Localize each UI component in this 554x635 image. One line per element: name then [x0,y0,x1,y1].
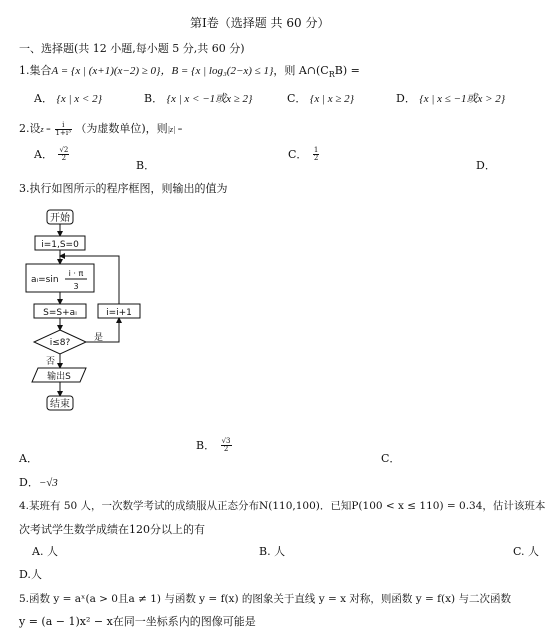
q2-option-c-frac [313,147,319,162]
question-2-stem [19,120,183,137]
flow-inc-text: i=i+1 [106,308,132,318]
q2-option-c-num: 1 [313,146,319,154]
q3-option-d-label: D． [19,476,39,489]
q2-option-b[interactable] [136,157,155,173]
flow-end-text: 结束 [50,399,70,410]
q2-prefix: 2.设 [19,122,41,135]
q2-option-d-label: D． [476,159,496,172]
q3-option-d-text: −√3 [38,477,58,489]
flow-assign-left: aᵢ=sin [31,275,59,285]
q3-option-c-label: C． [381,452,401,465]
section-header: 一、选择题(共 12 小题,每小题 5 分,共 60 分) [19,42,245,55]
q2-option-c[interactable] [288,146,319,162]
q2-mid: （为虚数单位)，则 [75,122,168,135]
q1-option-d-text: {x | x ≤ −1或x > 2} [419,93,506,105]
flow-cond-text: i≤8? [49,338,71,348]
q4-option-a-label: A. [32,545,44,558]
q2-option-c-label: C． [288,148,308,161]
q4-option-d[interactable] [19,566,42,582]
q4-option-b-label: B. [259,545,271,558]
q4-option-a-text: 人 [46,545,58,558]
q1-suffix: ，则 A∩(C [273,64,329,77]
q3-option-b-num: √3 [221,437,231,445]
q1-option-b-label: B． [144,92,164,105]
question-3-stem: 3.执行如图所示的程序框图，则输出的值为 [19,182,228,195]
q4-option-a[interactable] [32,543,58,559]
q2-option-a-num: √2 [59,146,69,154]
q1-prefix: 1.集合 [19,64,52,77]
q4-option-b[interactable] [259,543,285,559]
q4-option-c-text: 人 [528,545,540,558]
question-1-stem [19,62,360,79]
question-4-line-1: 4.某班有 50 人，一次数学考试的成绩服从正态分布N(110,100)．已知P(100 < x ≤ 110) = 0.34，估计该班本 [19,500,546,512]
q4-option-c-label: C. [513,545,525,558]
flow-no-label: 否 [46,357,56,367]
q1-tail: B) = [334,64,360,77]
q4-option-d-label: D. [19,568,31,581]
q1-option-c-label: C． [287,92,307,105]
exam-part-title: 第Ⅰ卷（选择题 共 60 分） [190,16,330,30]
q2-option-a-den: 2 [61,154,67,162]
q1-option-a-label: A． [34,92,53,105]
q2-option-d[interactable] [476,157,496,173]
q1-option-a[interactable] [34,90,102,106]
flow-assign-den: 3 [73,282,79,291]
q3-option-a[interactable] [19,450,38,466]
question-5-line-1: 5.函数 y = aˣ(a > 0且a ≠ 1) 与函数 y = f(x) 的图象关于直线 y = x 对称，则函数 y = f(x) 与二次函数 [19,593,511,605]
q4-option-d-text: 人 [30,568,42,581]
q4-option-c[interactable] [513,543,539,559]
q1-option-c[interactable] [287,90,354,106]
q2-z-eq: z = [40,125,52,134]
flow-output-text: 输出S [47,372,71,382]
q1-set-a: A = {x | (x+1)(x−2) ≥ 0}， [51,65,172,77]
q1-option-c-text: {x | x ≥ 2} [309,93,355,105]
q1-set-b: B = {x | log₃(2−x) ≤ 1} [171,65,274,77]
question-5-line-2: y = (a − 1)x² − x在同一坐标系内的图像可能是 [19,615,256,628]
q3-option-b-den: 2 [223,445,229,453]
q2-option-a-label: A． [34,148,53,161]
q3-option-a-label: A． [19,452,38,465]
q3-option-b-label: B． [196,439,216,452]
flow-init-text: i=1,S=0 [41,240,79,250]
flow-sum-text: S=S+aᵢ [43,308,77,318]
flowchart [20,206,150,418]
q2-fraction [55,122,72,137]
q1-option-a-text: {x | x < 2} [56,93,102,105]
q2-abs-z: |z| = [167,125,183,134]
q2-option-a[interactable] [34,146,69,162]
q2-option-b-label: B． [136,159,156,172]
q2-frac-num: i [55,122,72,130]
q4-option-b-text: 人 [274,545,286,558]
flow-yes-label: 是 [94,333,104,343]
question-4-line-2: 次考试学生数学成绩在120分以上的有 [19,523,205,536]
q1-option-b-text: {x | x < −1或x ≥ 2} [166,93,253,105]
q2-frac-den: 1+i³ [55,128,71,137]
flow-assign-num: i · π [68,269,84,278]
q2-option-a-frac [58,147,69,162]
q1-option-b[interactable] [144,90,252,106]
q3-option-d[interactable] [19,474,58,490]
q3-option-c[interactable] [381,450,400,466]
q3-option-b-frac [221,438,232,453]
q1-option-d-label: D． [396,92,416,105]
q2-option-c-den: 2 [313,154,319,162]
q3-option-b[interactable] [196,437,232,453]
q1-sub-r: R [328,70,335,80]
flow-start-text: 开始 [50,213,70,224]
q1-option-d[interactable] [396,90,505,106]
